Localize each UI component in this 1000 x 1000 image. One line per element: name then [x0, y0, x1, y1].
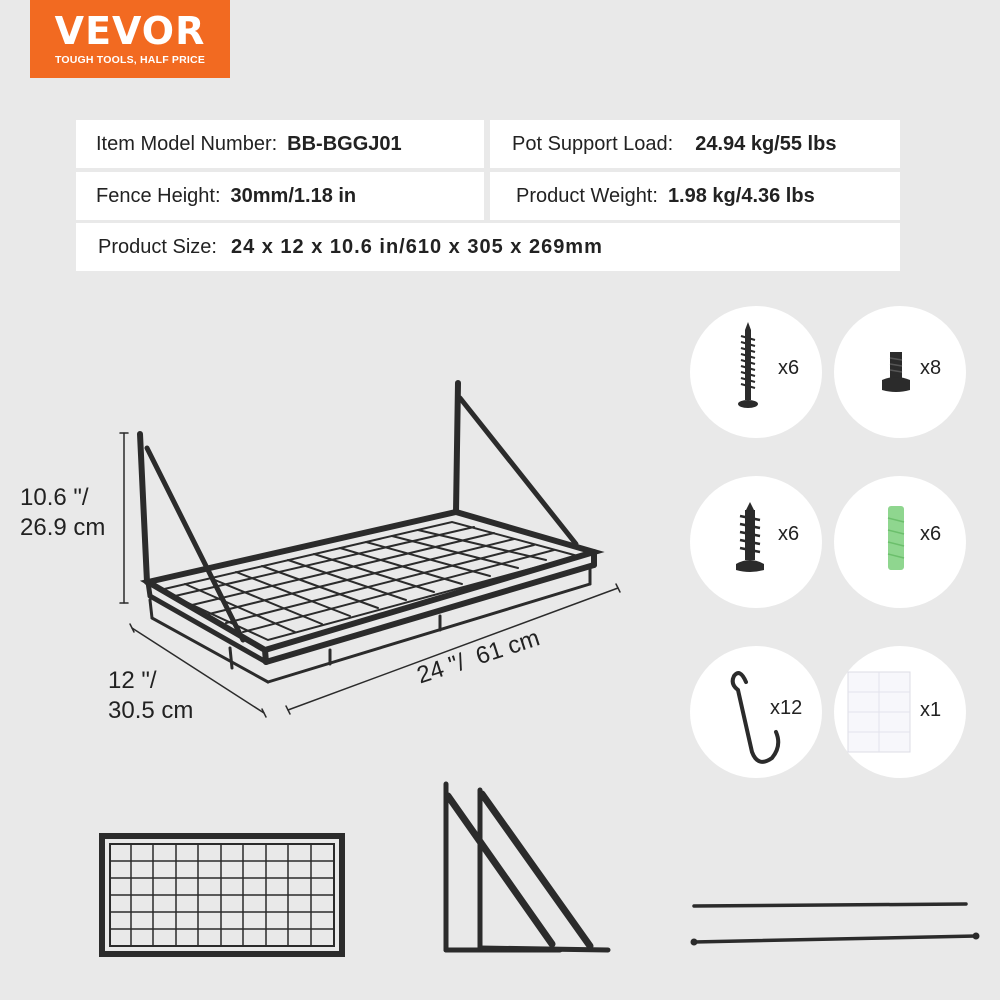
bolt-qty: x8: [920, 357, 942, 379]
brand-tagline: TOUGH TOOLS, HALF PRICE: [54, 54, 206, 66]
spec-size-label: Product Size:: [98, 235, 217, 258]
spec-fence-label: Fence Height:: [96, 184, 221, 207]
spec-size-value: 24 x 12 x 10.6 in/610 x 305 x 269mm: [230, 235, 603, 258]
brand-name: VEVOR: [54, 9, 206, 53]
tapping-screw-qty: x6: [778, 523, 800, 545]
wall-anchor-qty: x6: [920, 523, 942, 545]
spec-load-label: Pot Support Load:: [512, 132, 674, 155]
spec-load-value: 24.94 kg/55 lbs: [695, 132, 837, 155]
height-dimension-line1: 10.6 "/: [20, 484, 89, 511]
spec-weight-label: Product Weight:: [516, 184, 658, 207]
width-dimension-label: 24 "/ 61 cm: [413, 624, 544, 690]
spec-model-value: BB-BGGJ01: [287, 132, 402, 155]
spec-weight-value: 1.98 kg/4.36 lbs: [667, 184, 815, 207]
s-hook-qty: x12: [770, 697, 803, 719]
depth-dimension-line2: 30.5 cm: [108, 697, 194, 724]
sticker-sheet-qty: x1: [920, 699, 942, 721]
wood-screw-qty: x6: [778, 357, 800, 379]
spec-model-label: Item Model Number:: [96, 132, 278, 155]
spec-fence-value: 30mm/1.18 in: [230, 184, 357, 207]
height-dimension-line2: 26.9 cm: [20, 514, 106, 541]
depth-dimension-line1: 12 "/: [108, 667, 157, 694]
